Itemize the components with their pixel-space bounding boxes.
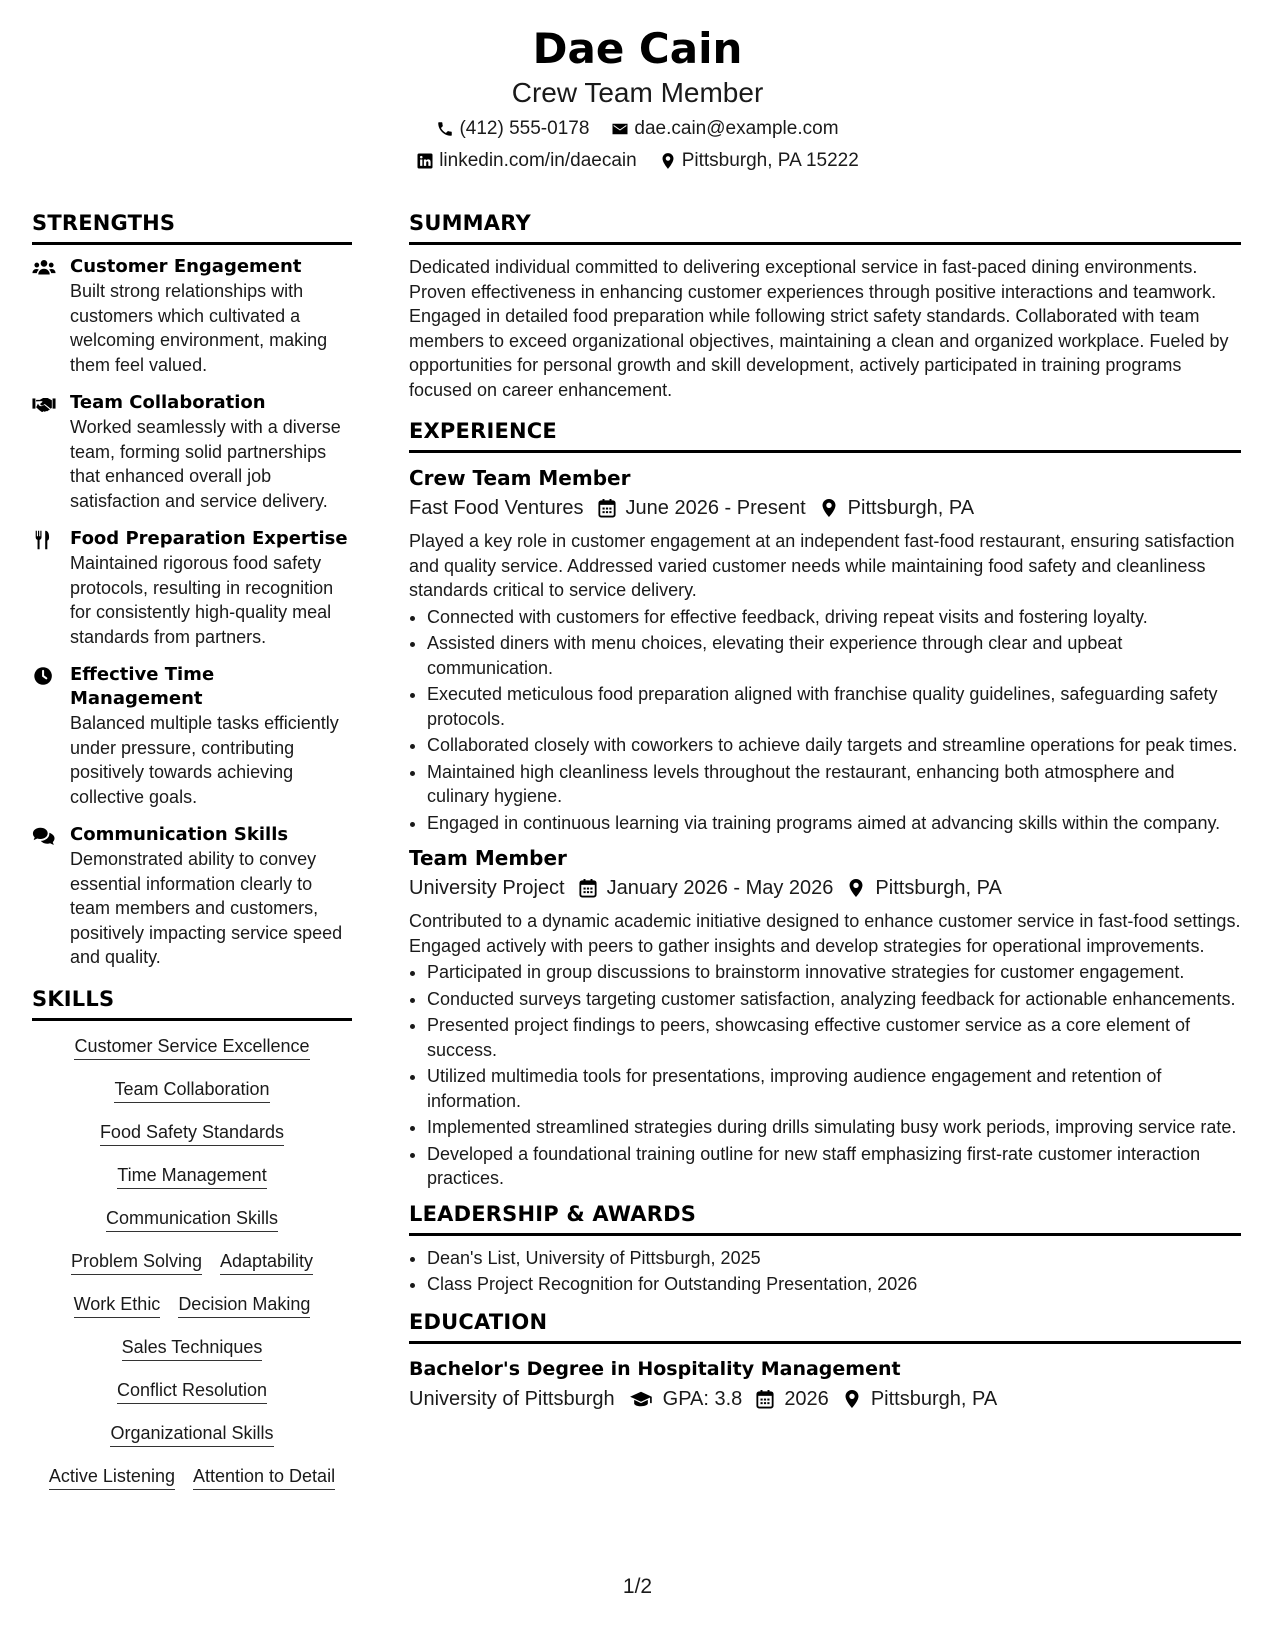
job-location: Pittsburgh, PA (847, 497, 975, 519)
skill-row (32, 1465, 352, 1490)
education-location: Pittsburgh, PA (870, 1387, 998, 1410)
skill-row (32, 1164, 352, 1189)
strength-title: Food Preparation Expertise (70, 528, 348, 549)
candidate-title: Crew Team Member (511, 77, 764, 108)
skill-row (32, 1121, 352, 1146)
skill-row (32, 1336, 352, 1361)
education-meta (409, 1384, 1241, 1414)
job-dates: January 2026 - May 2026 (606, 877, 834, 899)
contact-row-1 (0, 116, 1275, 142)
graduation-year: 2026 (784, 1387, 829, 1410)
job-description: Played a key role in customer engagement at an independent fast-food restaurant, ensuring satisfaction and quality service. Addressed varied customer needs while maintaining food safety and cleanliness standards critical to service delivery. (409, 531, 1235, 600)
summary-heading: SUMMARY (409, 211, 531, 235)
awards-heading: LEADERSHIP & AWARDS (409, 1201, 697, 1226)
list-item: • Connected with customers for effective feedback, driving repeat visits and fostering loyalty. (427, 605, 1241, 630)
summary-text: Dedicated individual committed to delivering exceptional service in fast-paced dining environments. Proven effectiveness in enhancing customer experiences through positive interactions and teamwork. Engaged in detailed food preparation while following strict safety standards. Collaborated with team members to exceed organizational objectives, maintaining a clean and organized workplace. Fueled by opportunities for personal growth and skill development, actively participated in training programs focused on career enhancement. (409, 257, 1229, 400)
list-item: • Collaborated closely with coworkers to achieve daily targets and streamline operations for peak times. (427, 733, 1241, 758)
list-item: • Developed a foundational training outline for new staff emphasizing first-rate customer interaction practices. (427, 1142, 1241, 1191)
contact-row-2 (0, 148, 1275, 174)
list-item: • Presented project findings to peers, showcasing effective customer service as a core element of success. (427, 1013, 1241, 1062)
skill-tag: Attention to Detail (193, 1465, 335, 1490)
location-text: Pittsburgh, PA 15222 (681, 150, 859, 171)
skill-tag: Work Ethic (74, 1293, 161, 1318)
strength-item (32, 391, 352, 513)
strength-title: Team Collaboration (70, 392, 266, 413)
list-item: • Implemented streamlined strategies during drills simulating busy work periods, improving service rate. (427, 1115, 1241, 1140)
job-description: Contributed to a dynamic academic initiative designed to enhance customer service in fast-food settings. Engaged actively with peers to gather insights and develop strategies for operational improvements. (409, 911, 1241, 956)
page-number: 1/2 (622, 1575, 653, 1598)
skill-row (32, 1379, 352, 1404)
skill-row (32, 1293, 352, 1318)
skill-tag: Decision Making (178, 1293, 310, 1318)
job-bullets (409, 960, 1241, 1191)
phone-text: (412) 555-0178 (459, 118, 590, 139)
skill-tag: Conflict Resolution (117, 1379, 267, 1404)
skill-tag: Team Collaboration (114, 1078, 269, 1103)
map-pin-icon (843, 1389, 861, 1409)
section-divider (409, 450, 1241, 453)
map-pin-icon (820, 498, 838, 518)
strength-description: Worked seamlessly with a diverse team, forming solid partnerships that enhanced overall job satisfaction and service delivery. (70, 417, 341, 511)
contact-email[interactable] (611, 116, 838, 142)
job-dates: June 2026 - Present (625, 497, 806, 519)
list-item: • Participated in group discussions to brainstorm innovative strategies for customer engagement. (427, 960, 1241, 985)
strength-description: Demonstrated ability to convey essential information clearly to team members and customers, positively impacting service speed and quality. (70, 849, 343, 967)
skill-tag: Customer Service Excellence (74, 1035, 309, 1060)
clock-icon (32, 665, 56, 687)
strength-title: Effective Time Management (70, 664, 215, 709)
strength-description: Maintained rigorous food safety protocols, resulting in recognition for consistently high-quality meal standards from partners. (70, 553, 334, 647)
job-meta (409, 873, 1241, 903)
strength-item (32, 663, 352, 809)
strength-item (32, 823, 352, 970)
comments-icon (32, 825, 56, 847)
skill-tag: Organizational Skills (110, 1422, 273, 1447)
contact-location (659, 148, 859, 174)
skills-list (32, 1035, 352, 1490)
users-icon (32, 257, 56, 279)
utensils-icon (32, 529, 56, 551)
linkedin-icon (416, 152, 434, 170)
section-divider (409, 242, 1241, 245)
job-title: Crew Team Member (409, 466, 631, 490)
list-item: • Maintained high cleanliness levels throughout the restaurant, enhancing both atmosphere and culinary hygiene. (427, 760, 1241, 809)
left-column (32, 208, 352, 1508)
skill-tag: Active Listening (49, 1465, 175, 1490)
candidate-name: Dae Cain (532, 24, 743, 73)
skill-tag: Time Management (117, 1164, 266, 1189)
contact-phone (436, 116, 589, 142)
skill-tag: Sales Techniques (122, 1336, 263, 1361)
strength-item (32, 527, 352, 649)
list-item: • Dean's List, University of Pittsburgh, 2025 (427, 1246, 1241, 1271)
strengths-heading: STRENGTHS (32, 211, 176, 235)
phone-icon (436, 120, 454, 138)
education-heading: EDUCATION (409, 1309, 548, 1334)
job-title: Team Member (409, 846, 567, 870)
right-column (409, 208, 1241, 1420)
list-item: • Engaged in continuous learning via training programs aimed at advancing skills within the company. (427, 811, 1241, 836)
skills-heading: SKILLS (32, 986, 115, 1011)
job-company: Fast Food Ventures (409, 497, 584, 519)
job-location: Pittsburgh, PA (875, 877, 1002, 899)
contact-linkedin[interactable] (416, 148, 637, 174)
section-divider (32, 242, 352, 245)
section-divider (32, 1018, 352, 1021)
awards-list (409, 1246, 1241, 1297)
section-divider (409, 1341, 1241, 1344)
skill-row (32, 1422, 352, 1447)
graduation-cap-icon (629, 1389, 653, 1409)
calendar-icon (756, 1389, 774, 1409)
email-text[interactable]: dae.cain@example.com (634, 118, 839, 139)
gpa-text: GPA: 3.8 (662, 1387, 743, 1410)
list-item: • Conducted surveys targeting customer satisfaction, analyzing feedback for actionable enhancements. (427, 987, 1241, 1012)
handshake-icon (32, 393, 56, 415)
list-item: • Assisted diners with menu choices, elevating their experience through clear and upbeat communication. (427, 631, 1241, 680)
envelope-icon (611, 120, 629, 138)
job-company: University Project (409, 877, 565, 899)
resume-header (0, 22, 1275, 174)
calendar-icon (579, 878, 597, 898)
strength-description: Balanced multiple tasks efficiently under pressure, contributing positively towards achieving collective goals. (70, 713, 339, 807)
strength-item (32, 255, 352, 377)
skill-row (32, 1207, 352, 1232)
job-meta (409, 493, 1241, 523)
section-divider (409, 1233, 1241, 1236)
strength-title: Customer Engagement (70, 256, 302, 277)
calendar-icon (598, 498, 616, 518)
strength-description: Built strong relationships with customers which cultivated a welcoming environment, making them feel valued. (70, 281, 328, 375)
list-item: • Class Project Recognition for Outstanding Presentation, 2026 (427, 1272, 1241, 1297)
experience-heading: EXPERIENCE (409, 419, 557, 443)
list-item: • Utilized multimedia tools for presentations, improving audience engagement and retention of information. (427, 1064, 1241, 1113)
list-item: • Executed meticulous food preparation aligned with franchise quality guidelines, safeguarding safety protocols. (427, 682, 1241, 731)
skill-tag: Adaptability (220, 1250, 313, 1275)
skill-row (32, 1035, 352, 1060)
map-pin-icon (659, 152, 677, 170)
job-entry (409, 463, 1241, 835)
skill-tag: Communication Skills (106, 1207, 278, 1232)
strength-title: Communication Skills (70, 824, 289, 845)
job-bullets (409, 605, 1241, 836)
school-name: University of Pittsburgh (409, 1387, 615, 1410)
map-pin-icon (847, 878, 865, 898)
skill-tag: Food Safety Standards (100, 1121, 284, 1146)
degree-title: Bachelor's Degree in Hospitality Management (409, 1357, 901, 1380)
job-entry (409, 843, 1241, 1191)
linkedin-text[interactable]: linkedin.com/in/daecain (439, 150, 637, 171)
skill-tag: Problem Solving (71, 1250, 202, 1275)
skill-row (32, 1078, 352, 1103)
skill-row (32, 1250, 352, 1275)
